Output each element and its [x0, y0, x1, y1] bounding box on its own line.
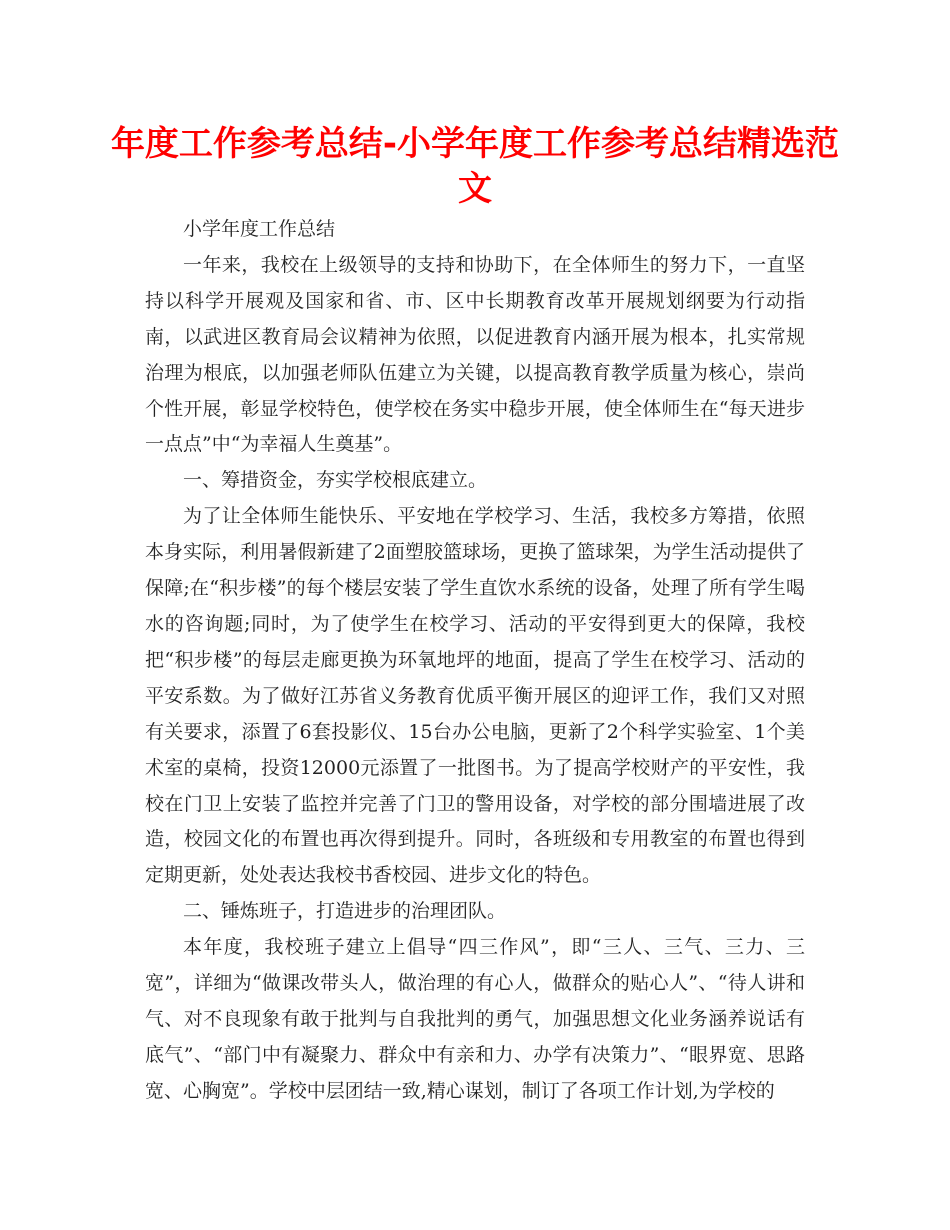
body-paragraph: 本年度，我校班子建立上倡导“四三作风”，即“三人、三气、三力、三宽”，详细为“做课改带头人，做治理的有心人，做群众的贴心人”、“待人讲和气、对不良现象有敢于批判与自我批判的勇气，加强思想文化业务涵养说话有底气”、“部门中有凝聚力、群众中有亲和力、办学有决策力”、“眼界宽、思路宽、心胸宽”。学校中层团结一致,精心谋划，制订了各项工作计划,为学校的 — [145, 936, 805, 1102]
section-heading: 二、锤炼班子，打造进步的治理团队。 — [183, 900, 507, 923]
document-title: 年度工作参考总结-小学年度工作参考总结精选范文 — [110, 124, 840, 209]
body-paragraph: 一年来，我校在上级领导的支持和协助下，在全体师生的努力下，一直坚持以科学开展观及国家和省、市、区中长期教育改革开展规划纲要为行动指南，以武进区教育局会议精神为依照，以促进教育内涵开展为根本，扎实常规治理为根底，以加强老师队伍建立为关键，以提高教育教学质量为核心，崇尚个性开展，彰显学校特色，使学校在务实中稳步开展，使全体师生在“每天进步一点点”中“为幸福人生奠基”。 — [145, 253, 805, 456]
body-paragraph: 为了让全体师生能快乐、平安地在学校学习、生活，我校多方筹措，依照本身实际，利用暑假新建了2面塑胶篮球场，更换了篮球架，为学生活动提供了保障;在“积步楼”的每个楼层安装了学生直饮水系统的设备，处理了所有学生喝水的咨询题;同时，为了使学生在校学习、活动的平安得到更大的保障，我校把“积步楼”的每层走廊更换为环氧地坪的地面，提高了学生在校学习、活动的平安系数。为了做好江苏省义务教育优质平衡开展区的迎评工作，我们又对照有关要求，添置了6套投影仪、15台办公电脑，更新了2个科学实验室、1个美术室的桌椅，投资12000元添置了一批图书。为了提高学校财产的平安性，我校在门卫上安装了监控并完善了门卫的警用设备，对学校的部分围墙进展了改造，校园文化的布置也再次得到提升。同时，各班级和专用教室的布置也得到定期更新，处处表达我校书香校园、进步文化的特色。 — [145, 505, 805, 887]
section-heading: 小学年度工作总结 — [183, 218, 336, 240]
document-body — [145, 212, 805, 1110]
section-heading: 一、筹措资金，夯实学校根底建立。 — [183, 469, 488, 492]
